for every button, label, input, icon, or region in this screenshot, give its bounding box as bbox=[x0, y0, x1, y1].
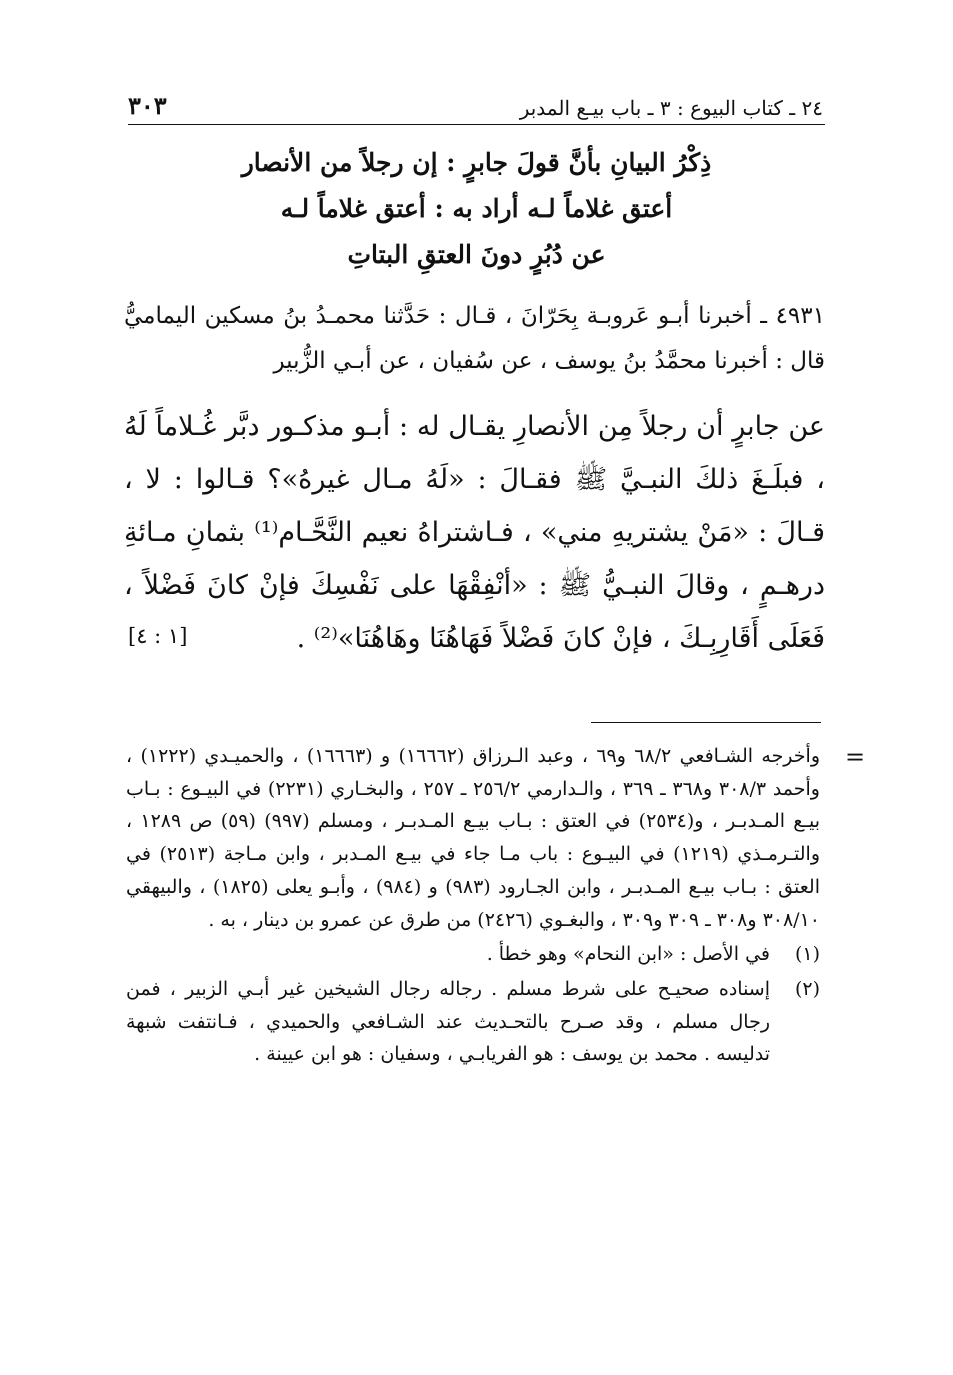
footnote-text: في الأصل : «ابن النحام» وهو خطأ . bbox=[486, 943, 770, 966]
header-rule bbox=[128, 124, 825, 125]
chapter-heading bbox=[128, 140, 825, 278]
footnote-number: (١) bbox=[794, 943, 820, 966]
grade-reference: [١ : ٤] bbox=[128, 624, 188, 648]
footnote-text: إسناده صحيـح على شرط مسلم . رجاله رجال الشيخين غير أبـي الزبير ، فمن رجال مسلم ، وقد صـرح بالتحـديث عند الشـافعي والحميدي ، فـانتفت شبهة تدليسه . محمد بن يوسف : هو الفريابـي ، وسفيان : هو ابن عيينة . bbox=[126, 977, 770, 1066]
page-header bbox=[128, 84, 823, 120]
footnote-1 bbox=[126, 938, 820, 971]
footnotes bbox=[126, 740, 820, 1071]
hadith-text: عن جابرٍ أن رجلاً مِن الأنصارِ يقـال له : أبـو مذكـور دبَّر غُـلاماً لَهُ ، فبلَـغَ ذلكَ النبـيَّ ﷺ فقـالَ : «لَهُ مـال غيرهُ»؟ قـالوا : لا ، قـالَ : «مَنْ يشتريهِ مني» ، فـاشتراهُ نعيم النَّحَّـام⁽¹⁾ بثمانِ مـائةِ درهـمٍ ، وقالَ النبـيُّ ﷺ : «أنْفِقْهَا على نَفْسِكَ فإنْ كانَ فَضْلاً ، فَعَلَى أَقَارِبِـكَ ، فإنْ كانَ فَضْلاً فَهَاهُنَا وهَاهُنَا»⁽²⁾ . bbox=[124, 411, 825, 654]
footnote-rule bbox=[591, 722, 821, 723]
footnote-number: (٢) bbox=[794, 977, 820, 1000]
continuation-mark: = bbox=[845, 743, 866, 771]
running-title: ٢٤ ـ كتاب البيوع : ٣ ـ باب بيـع المدبر bbox=[519, 96, 823, 120]
footnote-continuation: وأخرجه الشـافعي ٦٨/٢ و٦٩ ، وعبد الـرزاق (١٦٦٦٢) و (١٦٦٦٣) ، والحميـدي (١٢٢٢) ، وأحمد ٣٠٨/٣ و٣٦٨ ـ ٣٦٩ ، والـدارمي ٢٥٦/٢ ـ ٢٥٧ ، والبخـاري (٢٢٣١) في البيـوع : بـاب بيـع المـدبـر ، و(٢٥٣٤) في العتق : بـاب بيـع المـدبـر ، ومسلم (٩٩٧) (٥٩) ص ١٢٨٩ ، والتـرمـذي (١٢١٩) في البيـوع : باب مـا جاء في بيـع المـدبر ، وابن مـاجة (٢٥١٣) في العتق : بـاب بيـع المـدبـر ، وابن الجـارود (٩٨٣) و (٩٨٤) ، وأبـو يعلى (١٨٢٥) ، والبيهقي ٣٠٨/١٠ و٣٠٨ ـ ٣٠٩ و٣٠٩ ، والبغـوي (٢٤٢٦) من طرق عن عمرو بن دينار ، به . bbox=[126, 745, 821, 931]
heading-line-2: أعتق غلاماً لـه أراد به : أعتق غلاماً لـه bbox=[280, 194, 673, 223]
hadith-chain: ٤٩٣١ ـ أخبرنا أبـو عَروبـة بِحَرّانَ ، قـال : حَدَّثنا محمـدُ بنُ مسكين اليماميُّ قال : أخبرنا محمَّدُ بنُ يوسف ، عن سُفيان ، عن أبـي الزُّبير bbox=[124, 303, 825, 374]
heading-line-3: عن دُبُرٍ دونَ العتقِ البتاتِ bbox=[347, 240, 606, 269]
heading-line-1: ذِكْرُ البيانِ بأنَّ قولَ جابرٍ : إن رجلاً من الأنصار bbox=[241, 148, 712, 177]
page-number: ٣٠٣ bbox=[128, 91, 167, 120]
footnote-2 bbox=[126, 973, 820, 1071]
